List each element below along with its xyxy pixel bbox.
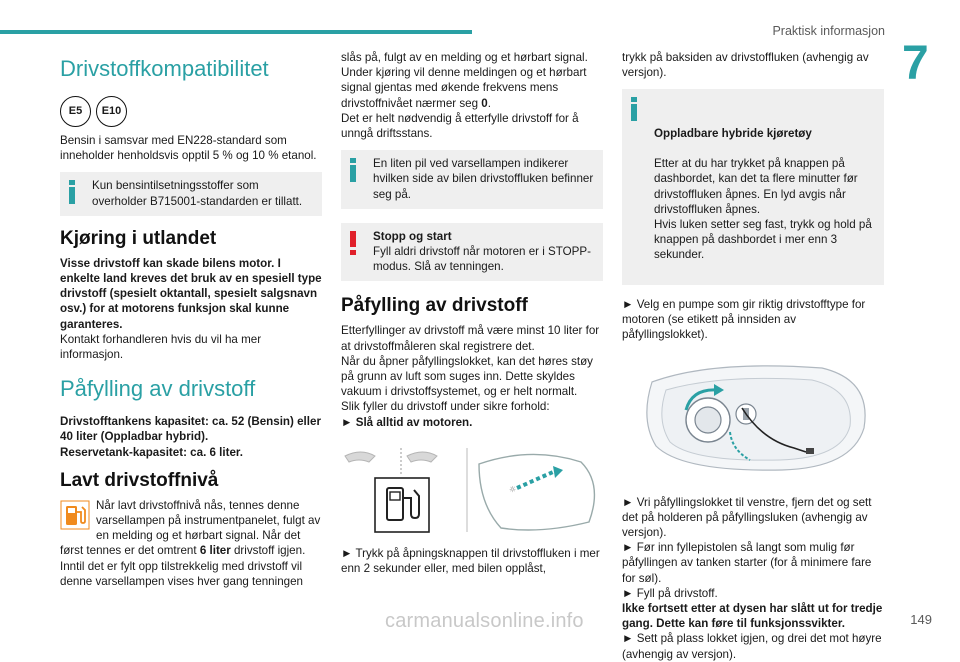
step-triangle-icon: ► [622,632,634,646]
heading-fuel-compatibility: Drivstoffkompatibilitet [60,56,269,81]
column-2 [341,50,603,576]
paragraph-continued [341,50,603,111]
step-fill-text: Fyll på drivstoff. [636,586,718,600]
step-triangle-icon: ► [341,547,353,561]
chapter-number: 7 [902,37,929,90]
step-engine-off [341,415,603,430]
fuel-flap-button-illustration [341,444,603,536]
paragraph-ethanol: Bensin i samsvar med EN228-standard som inneholder henholdsvis opptil 5 % og 10 % etanol. [60,134,317,163]
step-replace-cap [622,631,884,661]
step-triangle-icon: ► [622,495,634,509]
step-triangle-icon: ► [622,541,634,555]
warning-third-cutoff: Ikke fortsett etter at dysen har slått ut for tredje gang. Dette kan føre til funksjonssvikter. [622,602,883,631]
info-text: En liten pil ved varsellampen indikerer hvilken side av bilen drivstoffluken befinner seg på. [373,157,594,201]
paragraph-abroad-warning: Visse drivstoff kan skade bilens motor. I enkelte land kreves det bruk av en spesiell type drivstoff (spesielt oktantall, spesielt salgsnavn osv.) for at motorens funksjon skal kunne garanteres. [60,256,322,331]
info-text: Kun bensintilsetningsstoffer som overholder B715001-standarden er tillatt. [92,179,303,208]
low-fuel-text-a: Når lavt drivstoffnivå nås, tennes denne varsellampen på instrumentpanelet, fulgt av en melding og et hørbart signal. Når det først tennes er det omtrent [60,498,321,558]
section-title: Praktisk informasjon [772,24,885,38]
step-insert-text: Før inn fyllepistolen så langt som mulig før påfyllingen av tanken starter (for å minimere fare for søl). [622,541,872,585]
warning-box-stop-start [341,223,603,282]
step-turn-cap [622,495,884,541]
fuel-badges [60,96,322,127]
step-turn-text: Vri påfyllingslokket til venstre, fjern det og sett det på holderen på påfyllingsluken (avhengig av versjon). [622,495,872,540]
svg-text:☼: ☼ [509,484,517,494]
fuel-cap-illustration [622,350,884,484]
step-triangle-icon: ► [622,297,634,311]
step-engine-off-text: Slå alltid av motoren. [355,415,473,429]
zero-level: 0 [481,96,488,110]
warning-text: Fyll aldri drivstoff når motoren er i STOPP-modus. Slå av tenningen. [373,245,591,274]
column-1 [60,50,322,589]
paragraph-noise: Når du åpner påfyllingslokket, kan det høres støy på grunn av luft som suges inn. Dette skyldes vakuum i drivstoffsystemet, og er helt normalt. [341,354,593,399]
info-box-additives [60,172,322,215]
warning-icon [347,231,359,255]
e5-badge-icon: E5 [60,96,91,127]
paragraph-min-liters: Etterfyllinger av drivstoff må være minst 10 liter for at drivstoffmåleren skal registrere det. [341,324,600,353]
step-pump-text: Velg en pumpe som gir riktig drivstofftype for motoren (se etikett på innsiden av påfyllingslokket). [622,297,866,342]
low-fuel-lamp-icon [60,500,90,530]
e10-badge-icon: E10 [96,96,127,127]
low-fuel-text-c: drivstoff igjen. [230,544,306,558]
step-triangle-icon: ► [341,415,353,429]
heading-driving-abroad: Kjøring i utlandet [60,227,217,249]
step-press-text: Trykk på åpningsknappen til drivstoffluken i mer enn 2 sekunder eller, med bilen opplåst, [341,547,600,576]
continued-text: slås på, fulgt av en melding og et hørbart signal. Under kjøring vil denne meldingen og et hørbart signal gjentas med økende frekvens mens drivstoffnivået nærmer seg [341,51,588,110]
info-icon [628,97,640,121]
column-3 [622,50,884,662]
info-icon [66,180,78,204]
warning-title: Stopp og start [373,229,452,243]
paragraph-safe: Slik fyller du drivstoff under sikre forhold: [341,400,550,414]
heading-refuelling-2: Påfylling av drivstoff [341,295,528,317]
low-fuel-paragraph [60,498,322,589]
step-triangle-icon: ► [622,586,634,600]
low-fuel-liters: 6 liter [199,544,231,558]
continued-end: . [487,96,491,110]
step-press-button [341,546,603,576]
header-accent-bar [0,30,472,34]
step-replace-text: Sett på plass lokket igjen, og drei det mot høyre (avhengig av versjon). [622,632,882,661]
hybrid-text: Etter at du har trykket på knappen på dashbordet, kan det ta flere minutter før drivstoffluken åpnes. En lyd avgis når drivstoffluken åpnes. Hvis luken setter seg fast, trykk og hold på knappen på dashbordet i mer enn 3 sekunder. [654,157,872,262]
step-fill [622,586,884,601]
info-icon [347,158,359,182]
paragraph-contact-dealer: Kontakt forhandleren hvis du vil ha mer informasjon. [60,332,262,362]
step-select-pump [622,297,884,343]
tank-capacity: Drivstofftankens kapasitet: ca. 52 (Bensin) eller 40 liter (Oppladbar hybrid). [60,415,321,444]
heading-low-fuel: Lavt drivstoffnivå [60,469,219,491]
page-number: 149 [910,612,932,627]
paragraph-continued-3: trykk på baksiden av drivstoffluken (avhengig av versjon). [622,51,869,80]
step-insert-nozzle [622,540,884,586]
info-box-hybrid [622,89,884,284]
reserve-capacity: Reservetank-kapasitet: ca. 6 liter. [60,445,244,459]
paragraph-mandatory: Det er helt nødvendig å etterfylle drivstoff for å unngå driftsstans. [341,111,579,141]
hybrid-title: Oppladbare hybride kjøretøy [654,126,812,140]
info-box-arrow [341,150,603,209]
watermark: carmanualsonline.info [385,610,584,632]
low-fuel-text-d: Inntil det er fylt opp tilstrekkelig med drivstoff vil denne varsellampen vises hver gang tenningen [60,559,303,588]
heading-refuelling: Påfylling av drivstoff [60,376,256,402]
